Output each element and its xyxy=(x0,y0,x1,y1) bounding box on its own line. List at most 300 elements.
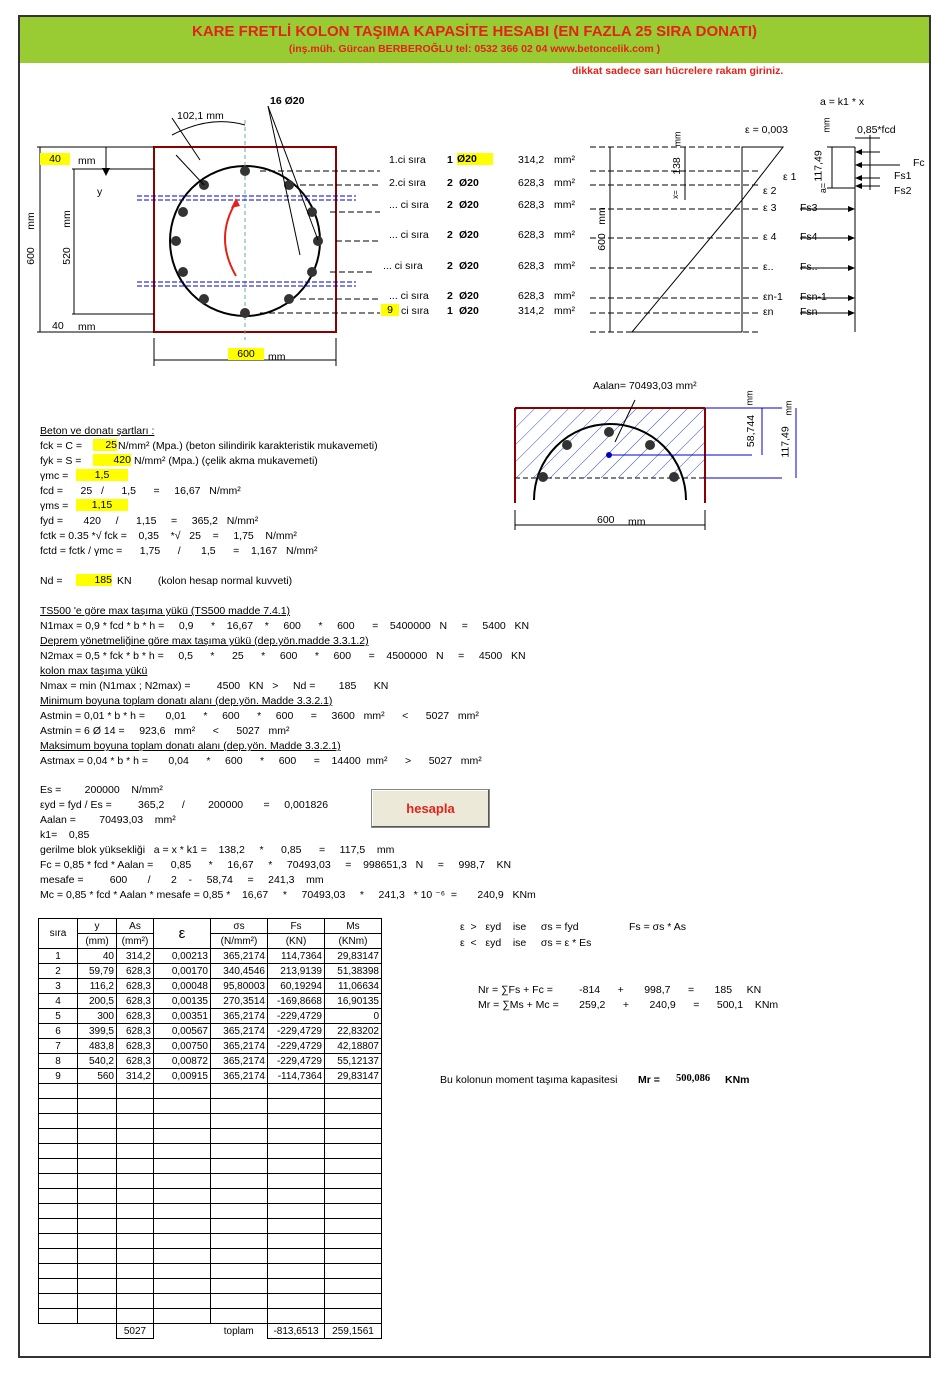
table-cell: -114,7364 xyxy=(268,1069,325,1084)
row-area: 628,3 xyxy=(518,177,545,189)
table-cell: 628,3 xyxy=(117,979,154,994)
fyd-line: fyd = 420 / 1,15 = 365,2 N/mm² xyxy=(40,515,259,527)
fyk-input[interactable]: 420 xyxy=(93,454,131,466)
table-cell xyxy=(325,1174,382,1189)
table-cell xyxy=(154,1099,211,1114)
row-count: 1 xyxy=(447,305,453,317)
a-value-unit: mm xyxy=(821,117,832,133)
total-cell: 5027 xyxy=(117,1324,154,1339)
table-cell xyxy=(117,1279,154,1294)
table-total-row xyxy=(39,1324,382,1339)
table-cell xyxy=(154,1204,211,1219)
check-line: Astmax = 0,04 * b * h = 0,04 * 600 * 600 = 14400 mm² > 5027 mm² xyxy=(40,755,482,767)
table-cell: -229,4729 xyxy=(268,1009,325,1024)
compression-area-figure xyxy=(500,375,820,545)
table-cell xyxy=(325,1309,382,1324)
table-cell xyxy=(268,1204,325,1219)
table-cell xyxy=(39,1294,78,1309)
table-row-empty xyxy=(39,1264,382,1279)
table-cell xyxy=(39,1264,78,1279)
table-cell xyxy=(325,1279,382,1294)
table-cell xyxy=(211,1234,268,1249)
strain-top-label: ε = 0,003 xyxy=(745,124,788,136)
eps-label: ε 4 xyxy=(763,231,777,243)
row-area: 628,3 xyxy=(518,260,545,272)
table-cell xyxy=(325,1144,382,1159)
check-line: Deprem yönetmeliğine göre max taşıma yükü (dep.yön.madde 3.3.1.2) xyxy=(40,635,369,647)
yms-input[interactable]: 1,15 xyxy=(76,499,128,511)
table-cell xyxy=(117,1129,154,1144)
table-cell xyxy=(325,1249,382,1264)
table-cell: 6 xyxy=(39,1024,78,1039)
row-label: ... ci sıra xyxy=(383,260,423,272)
table-row-empty xyxy=(39,1189,382,1204)
row-count: 2 xyxy=(447,177,453,189)
table-cell: 51,38398 xyxy=(325,964,382,979)
row-label: ... ci sıra xyxy=(389,229,429,241)
table-cell xyxy=(117,1099,154,1114)
table-cell xyxy=(154,1174,211,1189)
col-unit: (KNm) xyxy=(325,934,382,949)
table-cell xyxy=(268,1234,325,1249)
fctk-line: fctk = 0.35 *√ fck = 0,35 *√ 25 = 1,75 N/mm² xyxy=(40,530,297,542)
table-cell xyxy=(268,1249,325,1264)
table-cell: 628,3 xyxy=(117,994,154,1009)
table-row xyxy=(39,1069,382,1084)
table-cell xyxy=(39,1279,78,1294)
table-cell: 0,00872 xyxy=(154,1054,211,1069)
mr-line: Mr = ∑Ms + Mc = 259,2 + 240,9 = 500,1 KNm xyxy=(478,999,779,1011)
row-area: 628,3 xyxy=(518,229,545,241)
col-header: y xyxy=(78,919,117,934)
table-cell: 8 xyxy=(39,1054,78,1069)
table-cell xyxy=(39,1144,78,1159)
fcd-label: 0,85*fcd xyxy=(857,124,896,136)
eps-label: εn xyxy=(763,306,774,318)
table-cell: 200,5 xyxy=(78,994,117,1009)
table-cell: 29,83147 xyxy=(325,949,382,964)
table-cell xyxy=(117,1234,154,1249)
table-cell xyxy=(39,1234,78,1249)
table-row-empty xyxy=(39,1309,382,1324)
table-cell xyxy=(78,1144,117,1159)
row-count: 2 xyxy=(447,260,453,272)
row-unit: mm² xyxy=(554,199,575,211)
table-cell: 213,9139 xyxy=(268,964,325,979)
table-unit-row xyxy=(39,934,382,949)
table-cell: 7 xyxy=(39,1039,78,1054)
table-cell xyxy=(211,1309,268,1324)
height-inner-label: 520 xyxy=(60,247,73,265)
table-cell xyxy=(117,1249,154,1264)
table-cell xyxy=(39,1309,78,1324)
table-cell: 628,3 xyxy=(117,1009,154,1024)
fs2-label: Fs2 xyxy=(894,185,912,197)
table-row xyxy=(39,949,382,964)
half-depth-label: 58,744 xyxy=(745,414,758,448)
table-cell xyxy=(78,1174,117,1189)
table-cell: 4 xyxy=(39,994,78,1009)
table-cell xyxy=(39,1129,78,1144)
a-value-label: 117,49 xyxy=(812,150,825,182)
table-row xyxy=(39,994,382,1009)
table-cell xyxy=(325,1234,382,1249)
y-axis-label: y xyxy=(97,186,103,198)
check-line: Astmin = 0,01 * b * h = 0,01 * 600 * 600 = 3600 mm² < 5027 mm² xyxy=(40,710,479,722)
table-cell: 340,4546 xyxy=(211,964,268,979)
table-cell: 5 xyxy=(39,1009,78,1024)
a-formula-label: a = k1 * x xyxy=(820,96,865,108)
nd-label: Nd = xyxy=(40,575,63,587)
table-cell xyxy=(211,1189,268,1204)
table-row-empty xyxy=(39,1144,382,1159)
table-cell xyxy=(268,1099,325,1114)
table-cell xyxy=(78,1189,117,1204)
row-count-input[interactable]: 9 xyxy=(381,304,399,316)
table-cell: 0,00170 xyxy=(154,964,211,979)
table-cell xyxy=(78,1099,117,1114)
table-cell: 483,8 xyxy=(78,1039,117,1054)
table-cell xyxy=(211,1144,268,1159)
eps-label: εn-1 xyxy=(763,291,783,303)
table-cell: 40 xyxy=(78,949,117,964)
table-cell: 365,2174 xyxy=(211,1054,268,1069)
table-cell xyxy=(211,1294,268,1309)
table-cell xyxy=(325,1204,382,1219)
rule-line: Fs = σs * As xyxy=(629,921,686,933)
table-cell xyxy=(78,1264,117,1279)
table-header-row xyxy=(39,919,382,934)
table-cell xyxy=(78,1234,117,1249)
row-diameter: Ø20 xyxy=(459,229,479,241)
table-cell xyxy=(78,1309,117,1324)
total-cell: toplam xyxy=(223,1325,254,1337)
table-cell xyxy=(325,1084,382,1099)
row-label: ... ci sıra xyxy=(389,199,429,211)
table-cell xyxy=(268,1159,325,1174)
table-cell: 628,3 xyxy=(117,1039,154,1054)
table-cell: 60,19294 xyxy=(268,979,325,994)
table-row-empty xyxy=(39,1099,382,1114)
row-diameter: Ø20 xyxy=(459,260,479,272)
table-cell xyxy=(211,1279,268,1294)
table-cell xyxy=(268,1144,325,1159)
check-line: TS500 'e göre max taşıma yükü (TS500 madde 7.4.1) xyxy=(40,605,291,617)
bar-count-label: 16 Ø20 xyxy=(270,95,305,107)
table-row xyxy=(39,979,382,994)
table-cell xyxy=(117,1114,154,1129)
table-cell xyxy=(268,1279,325,1294)
block-depth-label: 117,49 xyxy=(779,426,792,458)
fs-label: Fs.. xyxy=(800,261,818,273)
col-header: Fs xyxy=(268,919,325,934)
results-table xyxy=(38,918,382,1339)
row-unit: mm² xyxy=(554,177,575,189)
fck-input[interactable]: 25 xyxy=(93,439,117,451)
table-cell xyxy=(39,1189,78,1204)
table-cell xyxy=(325,1129,382,1144)
warning-text: dikkat sadece sarı hücrelere rakam giriniz. xyxy=(572,65,784,77)
table-cell xyxy=(211,1129,268,1144)
table-cell: 0,00213 xyxy=(154,949,211,964)
column-section-diagram xyxy=(0,0,951,380)
table-cell xyxy=(154,1279,211,1294)
table-cell: 365,2174 xyxy=(211,1039,268,1054)
row-label: ... ci sıra xyxy=(389,290,429,302)
fs-label: Fs4 xyxy=(800,231,818,243)
check-line: Maksimum boyuna toplam donatı alanı (dep.yön. Madde 3.3.2.1) xyxy=(40,740,341,752)
table-cell xyxy=(268,1219,325,1234)
table-cell xyxy=(154,1249,211,1264)
col-unit: (mm) xyxy=(78,934,117,949)
table-cell xyxy=(268,1294,325,1309)
table-cell: 55,12137 xyxy=(325,1054,382,1069)
table-cell xyxy=(268,1114,325,1129)
capacity-mr-label: Mr = xyxy=(638,1074,660,1086)
row-label: 1.ci sıra xyxy=(389,154,426,166)
row-unit: mm² xyxy=(554,290,575,302)
row-unit: mm² xyxy=(554,229,575,241)
author-line: (inş.müh. Gürcan BERBEROĞLU tel: 0532 366 02 04 www.betoncelik.com ) xyxy=(288,43,661,55)
arc-length-label: 102,1 mm xyxy=(177,110,224,122)
row-diameter: Ø20 xyxy=(459,177,479,189)
fck-label: fck = C = xyxy=(40,440,83,452)
table-cell xyxy=(325,1294,382,1309)
table-row-empty xyxy=(39,1114,382,1129)
table-cell xyxy=(117,1174,154,1189)
check-line: N1max = 0,9 * fcd * b * h = 0,9 * 16,67 * 600 * 600 = 5400000 N = 5400 KN xyxy=(40,620,530,632)
eps-label: ε.. xyxy=(763,261,774,273)
eps-label: ε 1 xyxy=(783,171,797,183)
table-cell: 16,90135 xyxy=(325,994,382,1009)
table-cell xyxy=(154,1264,211,1279)
table-cell xyxy=(154,1084,211,1099)
table-cell: 365,2174 xyxy=(211,1009,268,1024)
total-cell: 259,1561 xyxy=(325,1324,382,1339)
table-cell xyxy=(325,1189,382,1204)
params-heading: Beton ve donatı şartları : xyxy=(40,425,155,437)
fs-label: Fs3 xyxy=(800,202,818,214)
row-unit: mm² xyxy=(554,305,575,317)
table-cell: 22,83202 xyxy=(325,1024,382,1039)
table-cell: 628,3 xyxy=(117,1024,154,1039)
table-row-empty xyxy=(39,1174,382,1189)
page-title: KARE FRETLİ KOLON TAŞIMA KAPASİTE HESABI (EN FAZLA 25 SIRA DONATI) xyxy=(191,23,757,40)
col-header: ε xyxy=(154,919,211,949)
table-cell xyxy=(211,1219,268,1234)
table-row-empty xyxy=(39,1234,382,1249)
table-cell: 399,5 xyxy=(78,1024,117,1039)
table-row-empty xyxy=(39,1219,382,1234)
table-cell xyxy=(78,1249,117,1264)
rule-line: ε > εyd ise σs = fyd xyxy=(460,921,579,933)
table-cell xyxy=(154,1309,211,1324)
table-cell xyxy=(211,1264,268,1279)
fyk-desc: N/mm² (Mpa.) (çelik akma mukavemeti) xyxy=(134,455,318,467)
table-cell: 114,7364 xyxy=(268,949,325,964)
col-header: sıra xyxy=(39,919,78,949)
hesapla-button[interactable]: hesapla xyxy=(371,789,490,828)
x-eq-label: x= xyxy=(670,190,680,199)
calc-line: Es = 200000 N/mm² xyxy=(40,784,163,796)
table-cell xyxy=(154,1219,211,1234)
table-cell: 0 xyxy=(325,1009,382,1024)
table-cell xyxy=(325,1219,382,1234)
col-header: σs xyxy=(211,919,268,934)
a-eq-label: a= xyxy=(818,182,829,194)
table-cell xyxy=(325,1264,382,1279)
total-cell xyxy=(39,1324,78,1339)
total-cell xyxy=(154,1324,211,1339)
table-row-empty xyxy=(39,1084,382,1099)
nd-desc: KN (kolon hesap normal kuvveti) xyxy=(117,575,293,587)
table-row-empty xyxy=(39,1159,382,1174)
table-cell xyxy=(211,1249,268,1264)
table-cell: 0,00351 xyxy=(154,1009,211,1024)
calc-line: Aalan = 70493,03 mm² xyxy=(40,814,176,826)
height-total-label: 600 xyxy=(24,247,37,265)
table-cell xyxy=(39,1249,78,1264)
nd-input[interactable]: 185 xyxy=(76,574,112,586)
ymc-input[interactable]: 1,5 xyxy=(76,469,128,481)
table-cell xyxy=(78,1279,117,1294)
table-cell xyxy=(268,1189,325,1204)
height-total-unit: mm xyxy=(24,212,37,230)
fyk-label: fyk = S = xyxy=(40,455,82,467)
row-diameter: Ø20 xyxy=(459,199,479,211)
check-line: Astmin = 6 Ø 14 = 923,6 mm² < 5027 mm² xyxy=(40,725,290,737)
table-cell xyxy=(117,1189,154,1204)
calc-line: k1= 0,85 xyxy=(40,829,90,841)
table-cell: 0,00915 xyxy=(154,1069,211,1084)
table-row-empty xyxy=(39,1294,382,1309)
x-depth-label: 138 xyxy=(670,157,683,175)
calc-line: mesafe = 600 / 2 - 58,74 = 241,3 mm xyxy=(40,874,324,886)
table-cell xyxy=(117,1159,154,1174)
table-cell xyxy=(154,1234,211,1249)
table-cell xyxy=(154,1129,211,1144)
col-header: As xyxy=(117,919,154,934)
table-cell: 59,79 xyxy=(78,964,117,979)
area-label: Aalan= 70493,03 mm² xyxy=(593,380,697,392)
table-cell: 314,2 xyxy=(117,949,154,964)
table-cell: 42,18807 xyxy=(325,1039,382,1054)
table-row xyxy=(39,1039,382,1054)
row-unit: mm² xyxy=(554,154,575,166)
capacity-unit: KNm xyxy=(725,1074,750,1086)
row-count: 1 xyxy=(447,154,453,166)
nr-line: Nr = ∑Fs + Fc = -814 + 998,7 = 185 KN xyxy=(478,984,762,996)
table-cell xyxy=(154,1114,211,1129)
table-cell xyxy=(154,1294,211,1309)
calc-line: Mc = 0,85 * fcd * Aalan * mesafe = 0,85 * 16,67 * 70493,03 * 241,3 * 10 ⁻⁶ = 240,9 KNm xyxy=(40,889,536,901)
col-header: Ms xyxy=(325,919,382,934)
table-row xyxy=(39,964,382,979)
cover-bottom-unit: mm xyxy=(78,321,96,333)
table-cell xyxy=(39,1099,78,1114)
table-cell xyxy=(154,1144,211,1159)
height-right-unit: mm xyxy=(595,207,608,225)
fs-label: Fsn xyxy=(800,306,818,318)
table-cell: 365,2174 xyxy=(211,949,268,964)
check-line: kolon max taşıma yükü xyxy=(40,665,148,677)
row-label: ci sıra xyxy=(401,305,430,317)
capacity-value: 500,086 xyxy=(676,1073,711,1084)
table-cell xyxy=(117,1219,154,1234)
row-diameter: Ø20 xyxy=(459,305,479,317)
table-cell xyxy=(268,1084,325,1099)
fck-desc: N/mm² (Mpa.) (beton silindirik karakteristik mukavemeti) xyxy=(118,440,378,452)
check-line: N2max = 0,5 * fck * b * h = 0,5 * 25 * 600 * 600 = 4500000 N = 4500 KN xyxy=(40,650,526,662)
row-area: 314,2 xyxy=(518,305,545,317)
table-cell: 0,00135 xyxy=(154,994,211,1009)
width-input[interactable]: 600 xyxy=(228,348,264,360)
table-cell xyxy=(268,1174,325,1189)
table-cell: 270,3514 xyxy=(211,994,268,1009)
table-cell: 2 xyxy=(39,964,78,979)
table-cell xyxy=(154,1159,211,1174)
table-cell xyxy=(211,1174,268,1189)
calc-line: gerilme blok yüksekliği a = x * k1 = 138,2 * 0,85 = 117,5 mm xyxy=(40,844,395,856)
cover-top-input[interactable]: 40 xyxy=(40,153,70,165)
table-cell xyxy=(78,1129,117,1144)
table-cell xyxy=(78,1084,117,1099)
row-count: 2 xyxy=(447,290,453,302)
table-cell xyxy=(39,1159,78,1174)
table-cell xyxy=(117,1309,154,1324)
total-cell xyxy=(78,1324,117,1339)
table-cell: 314,2 xyxy=(117,1069,154,1084)
table-cell: 0,00048 xyxy=(154,979,211,994)
rule-line: ε < εyd ise σs = ε * Es xyxy=(460,937,592,949)
height-inner-unit: mm xyxy=(60,210,73,228)
table-cell: 95,80003 xyxy=(211,979,268,994)
table-cell xyxy=(211,1204,268,1219)
col-unit: (KN) xyxy=(268,934,325,949)
calc-line: Fc = 0,85 * fcd * Aalan = 0,85 * 16,67 * 70493,03 = 998651,3 N = 998,7 KN xyxy=(40,859,512,871)
table-cell: 540,2 xyxy=(78,1054,117,1069)
eps-label: ε 3 xyxy=(763,202,777,214)
table-cell xyxy=(78,1114,117,1129)
cover-top-unit: mm xyxy=(78,155,96,167)
table-cell xyxy=(211,1114,268,1129)
table-cell: -229,4729 xyxy=(268,1024,325,1039)
table-cell: 11,06634 xyxy=(325,979,382,994)
table-cell: 116,2 xyxy=(78,979,117,994)
table-cell xyxy=(39,1219,78,1234)
table-cell xyxy=(268,1264,325,1279)
table-cell xyxy=(211,1159,268,1174)
fs1-label: Fs1 xyxy=(894,170,912,182)
table-cell xyxy=(78,1219,117,1234)
table-cell xyxy=(78,1159,117,1174)
block-depth-unit: mm xyxy=(783,400,794,416)
row-area: 314,2 xyxy=(518,154,545,166)
table-cell: 365,2174 xyxy=(211,1024,268,1039)
ymc-label: γmc = xyxy=(40,470,69,482)
fig-width-label: 600 xyxy=(597,514,615,526)
row-count: 2 xyxy=(447,229,453,241)
x-depth-unit: mm xyxy=(672,131,683,147)
total-cell: -813,6513 xyxy=(268,1324,325,1339)
table-cell xyxy=(268,1309,325,1324)
capacity-text: Bu kolonun moment taşıma kapasitesi xyxy=(440,1074,618,1086)
table-cell xyxy=(117,1204,154,1219)
row-diameter-input[interactable]: Ø20 xyxy=(457,153,493,165)
row-area: 628,3 xyxy=(518,290,545,302)
table-cell xyxy=(325,1159,382,1174)
table-row-empty xyxy=(39,1279,382,1294)
